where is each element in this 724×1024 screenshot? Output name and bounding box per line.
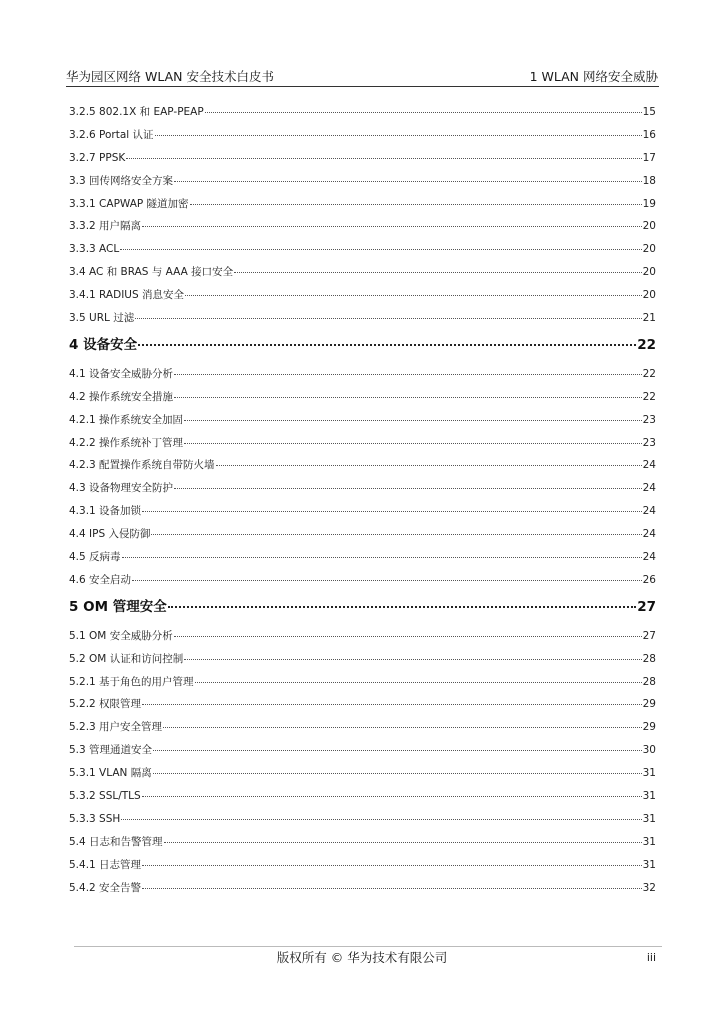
toc-entry-title: 5.3.1 VLAN 隔离 <box>69 767 152 780</box>
toc-entry-title: 3.3.2 用户隔离 <box>69 220 142 233</box>
dot-leader <box>184 420 642 421</box>
toc-entry-page: 27 <box>637 598 656 615</box>
dot-leader <box>234 272 642 273</box>
toc-entry-title: 3.3.1 CAPWAP 隧道加密 <box>69 197 189 210</box>
toc-entry-title: 3.3.3 ACL <box>69 243 120 256</box>
toc-chapter-entry[interactable] <box>69 331 656 364</box>
toc-entry[interactable] <box>69 672 656 695</box>
toc-entry-title: 4.6 安全启动 <box>69 573 132 586</box>
dot-leader <box>174 636 642 637</box>
toc-entry-title: 4.2.3 配置操作系统自带防火墙 <box>69 459 215 472</box>
toc-entry-page: 24 <box>642 459 656 472</box>
toc-entry[interactable] <box>69 194 656 217</box>
dot-leader <box>174 488 642 489</box>
dot-leader <box>135 318 641 319</box>
toc-entry-page: 24 <box>642 482 656 495</box>
dot-leader <box>174 397 642 398</box>
toc-entry-title: 4.4 IPS 入侵防御 <box>69 528 151 541</box>
dot-leader <box>132 580 642 581</box>
document-title: 华为园区网络 WLAN 安全技术白皮书 <box>66 69 274 84</box>
toc-entry-title: 5.2.1 基于角色的用户管理 <box>69 675 194 688</box>
toc-entry[interactable] <box>69 501 656 524</box>
toc-entry-title: 4 设备安全 <box>69 336 138 353</box>
toc-entry-title: 3.2.5 802.1X 和 EAP-PEAP <box>69 106 204 118</box>
toc-entry[interactable] <box>69 809 656 832</box>
toc-entry[interactable] <box>69 102 656 125</box>
toc-entry-page: 29 <box>642 721 656 734</box>
page-header <box>66 68 658 86</box>
toc-entry-page: 16 <box>642 128 656 141</box>
dot-leader <box>151 534 641 535</box>
toc-entry-page: 26 <box>642 573 656 586</box>
toc-entry-title: 5.3 管理通道安全 <box>69 744 153 757</box>
toc-entry-title: 5.2.2 权限管理 <box>69 698 142 711</box>
toc-entry-title: 4.5 反病毒 <box>69 551 121 564</box>
toc-entry[interactable] <box>69 524 656 547</box>
dot-leader <box>142 704 642 705</box>
toc-entry[interactable] <box>69 626 656 649</box>
toc-entry-page: 19 <box>642 197 656 210</box>
dot-leader <box>190 204 642 205</box>
dot-leader <box>216 465 642 466</box>
toc-entry-page: 23 <box>642 413 656 426</box>
toc-entry-page: 24 <box>642 528 656 541</box>
toc-entry-page: 27 <box>642 629 656 642</box>
toc-entry-title: 5.4 日志和告警管理 <box>69 835 163 848</box>
toc-entry-page: 28 <box>642 652 656 665</box>
toc-entry-title: 3.4 AC 和 BRAS 与 AAA 接口安全 <box>69 266 234 279</box>
toc-entry-title: 5.2 OM 认证和访问控制 <box>69 652 184 665</box>
toc-entry-page: 28 <box>642 675 656 688</box>
dot-leader <box>163 727 642 728</box>
toc-entry-page: 20 <box>642 243 656 256</box>
toc-entry[interactable] <box>69 740 656 763</box>
toc-entry[interactable] <box>69 694 656 717</box>
toc-entry[interactable] <box>69 364 656 387</box>
toc-entry-page: 23 <box>642 436 656 449</box>
dot-leader <box>142 865 642 866</box>
toc-entry[interactable] <box>69 855 656 878</box>
toc-entry[interactable] <box>69 570 656 593</box>
toc-entry-page: 15 <box>642 106 656 118</box>
toc-entry[interactable] <box>69 763 656 786</box>
toc-entry-title: 3.4.1 RADIUS 消息安全 <box>69 289 184 302</box>
toc-entry[interactable] <box>69 649 656 672</box>
page-number: iii <box>646 951 656 964</box>
toc-entry-title: 5 OM 管理安全 <box>69 598 167 615</box>
toc-entry-title: 5.1 OM 安全威胁分析 <box>69 629 173 642</box>
dot-leader <box>168 606 636 608</box>
toc-entry[interactable] <box>69 878 656 901</box>
toc-entry[interactable] <box>69 455 656 478</box>
toc-entry-page: 20 <box>642 289 656 302</box>
dot-leader <box>138 344 636 346</box>
toc-entry[interactable] <box>69 125 656 148</box>
toc-entry[interactable] <box>69 410 656 433</box>
toc-entry-page: 20 <box>642 220 656 233</box>
dot-leader <box>126 158 641 159</box>
toc-entry[interactable] <box>69 433 656 456</box>
toc-entry-page: 30 <box>642 744 656 757</box>
toc-entry-page: 32 <box>642 881 656 894</box>
toc-entry-page: 22 <box>637 336 656 353</box>
dot-leader <box>142 511 642 512</box>
copyright-notice: 版权所有 © 华为技术有限公司 <box>276 950 448 965</box>
toc-entry[interactable] <box>69 171 656 194</box>
dot-leader <box>153 750 642 751</box>
header-divider <box>66 86 659 87</box>
toc-entry[interactable] <box>69 832 656 855</box>
dot-leader <box>121 819 641 820</box>
toc-entry-page: 18 <box>642 174 656 187</box>
table-of-contents <box>69 102 656 901</box>
toc-entry[interactable] <box>69 308 656 331</box>
toc-entry[interactable] <box>69 216 656 239</box>
toc-entry-title: 5.2.3 用户安全管理 <box>69 721 163 734</box>
page-footer <box>66 949 658 967</box>
toc-entry-page: 20 <box>642 266 656 279</box>
toc-entry-title: 3.2.6 Portal 认证 <box>69 128 154 141</box>
dot-leader <box>142 796 642 797</box>
dot-leader <box>205 112 642 113</box>
dot-leader <box>142 226 642 227</box>
toc-entry[interactable] <box>69 239 656 262</box>
toc-entry-page: 29 <box>642 698 656 711</box>
toc-entry-page: 31 <box>642 790 656 803</box>
toc-entry-title: 5.4.2 安全告警 <box>69 881 142 894</box>
toc-entry[interactable] <box>69 478 656 501</box>
toc-entry[interactable] <box>69 786 656 809</box>
toc-entry-title: 4.2.2 操作系统补丁管理 <box>69 436 184 449</box>
toc-entry[interactable] <box>69 148 656 171</box>
toc-entry-title: 3.3 回传网络安全方案 <box>69 174 174 187</box>
footer-divider <box>74 946 662 947</box>
toc-entry[interactable] <box>69 387 656 410</box>
toc-entry-title: 3.2.7 PPSK <box>69 151 126 164</box>
toc-entry-page: 24 <box>642 551 656 564</box>
toc-entry-title: 4.3.1 设备加锁 <box>69 505 142 518</box>
toc-entry-title: 4.3 设备物理安全防护 <box>69 482 174 495</box>
dot-leader <box>174 374 642 375</box>
toc-entry[interactable] <box>69 262 656 285</box>
toc-entry-title: 5.3.2 SSL/TLS <box>69 790 141 803</box>
toc-entry-page: 24 <box>642 505 656 518</box>
toc-entry-page: 22 <box>642 367 656 380</box>
dot-leader <box>155 135 642 136</box>
toc-entry-page: 21 <box>642 312 656 325</box>
toc-entry-title: 3.5 URL 过滤 <box>69 312 135 325</box>
dot-leader <box>122 557 642 558</box>
toc-chapter-entry[interactable] <box>69 593 656 626</box>
toc-entry-title: 4.2 操作系统安全措施 <box>69 390 174 403</box>
dot-leader <box>164 842 642 843</box>
dot-leader <box>184 659 641 660</box>
chapter-title: 1 WLAN 网络安全威胁 <box>529 69 658 84</box>
toc-entry-title: 5.4.1 日志管理 <box>69 858 142 871</box>
toc-entry-page: 31 <box>642 835 656 848</box>
dot-leader <box>142 888 642 889</box>
toc-entry-page: 31 <box>642 767 656 780</box>
toc-entry[interactable] <box>69 547 656 570</box>
dot-leader <box>174 181 642 182</box>
toc-entry-page: 17 <box>642 151 656 164</box>
dot-leader <box>120 249 641 250</box>
dot-leader <box>184 443 642 444</box>
toc-entry-page: 31 <box>642 812 656 825</box>
dot-leader <box>195 682 642 683</box>
toc-entry-page: 31 <box>642 858 656 871</box>
dot-leader <box>153 773 642 774</box>
dot-leader <box>185 295 642 296</box>
toc-entry-title: 4.1 设备安全威胁分析 <box>69 367 174 380</box>
toc-entry[interactable] <box>69 717 656 740</box>
toc-entry-title: 5.3.3 SSH <box>69 812 121 825</box>
toc-entry[interactable] <box>69 285 656 308</box>
toc-entry-title: 4.2.1 操作系统安全加固 <box>69 413 184 426</box>
toc-entry-page: 22 <box>642 390 656 403</box>
